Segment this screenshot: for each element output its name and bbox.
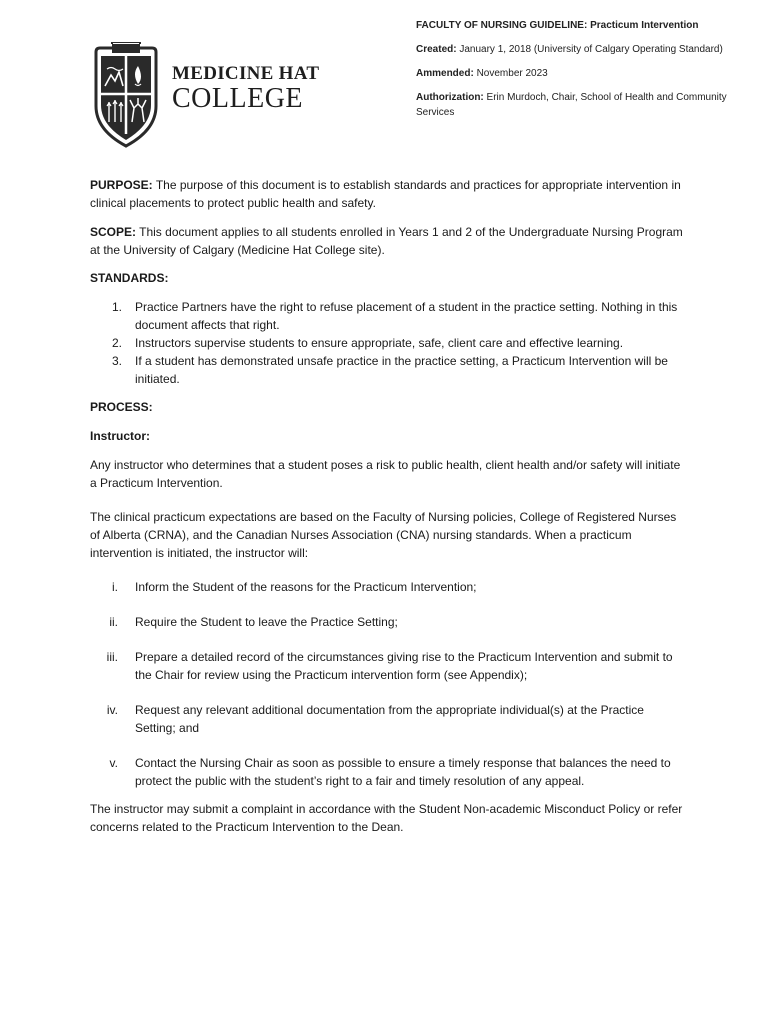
standards-item-number: 2. — [112, 336, 123, 350]
standards-item — [90, 298, 686, 334]
step-number: ii. — [109, 615, 118, 629]
process-paragraph-1: Any instructor who determines that a student poses a risk to public health, client health and/or safety will initiate a Practicum Intervention. — [90, 458, 681, 490]
step-text: Require the Student to leave the Practice Setting; — [135, 615, 398, 629]
authorization-label: Authorization: — [416, 92, 484, 103]
step-text: Inform the Student of the reasons for the Practicum Intervention; — [135, 580, 477, 594]
shield-crest-icon — [90, 42, 162, 148]
step-number: iii. — [106, 650, 118, 664]
document-body — [90, 176, 686, 836]
college-logo — [90, 42, 330, 150]
process-paragraph-2: The clinical practicum expectations are based on the Faculty of Nursing policies, College of Registered Nurses of Alberta (CRNA), and the Canadian Nurses Association (CNA) nursing standards. When a practicum intervention is initiated, the instructor will: — [90, 510, 677, 560]
standards-heading: STANDARDS: — [90, 271, 169, 285]
step-text: Prepare a detailed record of the circumstances giving rise to the Practicum Intervention and submit to the Chair for review using the Practicum intervention form (see Appendix); — [135, 650, 673, 682]
instructor-step — [90, 613, 686, 631]
standards-item-text: Practice Partners have the right to refuse placement of a student in the practice setting. Nothing in this document affects that right. — [135, 300, 678, 332]
created-label: Created: — [416, 44, 457, 55]
standards-item-text: Instructors supervise students to ensure appropriate, safe, client care and effective learning. — [135, 336, 624, 350]
purpose-text: The purpose of this document is to establish standards and practices for appropriate intervention in clinical placements to protect public health and safety. — [90, 178, 681, 210]
process-heading: PROCESS: — [90, 400, 153, 414]
step-text: Request any relevant additional documentation from the appropriate individual(s) at the Practice Setting; and — [135, 703, 644, 735]
standards-item-number: 1. — [112, 300, 123, 314]
scope-label: SCOPE: — [90, 225, 137, 239]
instructor-step — [90, 701, 686, 737]
document-header — [416, 18, 746, 129]
guideline-title: FACULTY OF NURSING GUIDELINE: Practicum Intervention — [416, 20, 699, 31]
standards-item-text: If a student has demonstrated unsafe practice in the practice setting, a Practicum Intervention will be initiated. — [135, 354, 668, 386]
created-line — [416, 42, 746, 57]
college-wordmark — [172, 64, 319, 114]
standards-list — [90, 298, 686, 388]
purpose-paragraph — [90, 176, 686, 212]
step-number: iv. — [106, 703, 118, 717]
authorization-value: Erin Murdoch, Chair, School of Health and Community Services — [416, 92, 727, 118]
standards-item-number: 3. — [112, 354, 123, 368]
standards-item — [90, 352, 686, 388]
created-value: January 1, 2018 (University of Calgary Operating Standard) — [459, 44, 723, 55]
amended-value: November 2023 — [476, 68, 548, 79]
closing-paragraph: The instructor may submit a complaint in accordance with the Student Non-academic Misconduct Policy or refer concerns related to the Practicum Intervention to the Dean. — [90, 802, 683, 834]
amended-line — [416, 66, 746, 81]
logo-line2: COLLEGE — [172, 83, 304, 114]
instructor-step — [90, 754, 686, 790]
standards-item — [90, 334, 686, 352]
scope-text: This document applies to all students enrolled in Years 1 and 2 of the Undergraduate Nursing Program at the University of Calgary (Medicine Hat College site). — [90, 225, 683, 257]
step-number: i. — [112, 580, 118, 594]
instructor-step — [90, 648, 686, 684]
amended-label: Ammended: — [416, 68, 474, 79]
logo-line1: MEDICINE HAT — [172, 63, 320, 84]
instructor-step — [90, 578, 686, 596]
instructor-steps-list — [90, 578, 686, 790]
purpose-label: PURPOSE: — [90, 178, 153, 192]
authorization-line — [416, 90, 746, 120]
instructor-subheading: Instructor: — [90, 429, 150, 443]
scope-paragraph — [90, 223, 686, 259]
step-number: v. — [109, 756, 118, 770]
step-text: Contact the Nursing Chair as soon as possible to ensure a timely response that balances the need to protect the public with the student’s right to a fair and timely resolution of any appeal. — [135, 756, 671, 788]
